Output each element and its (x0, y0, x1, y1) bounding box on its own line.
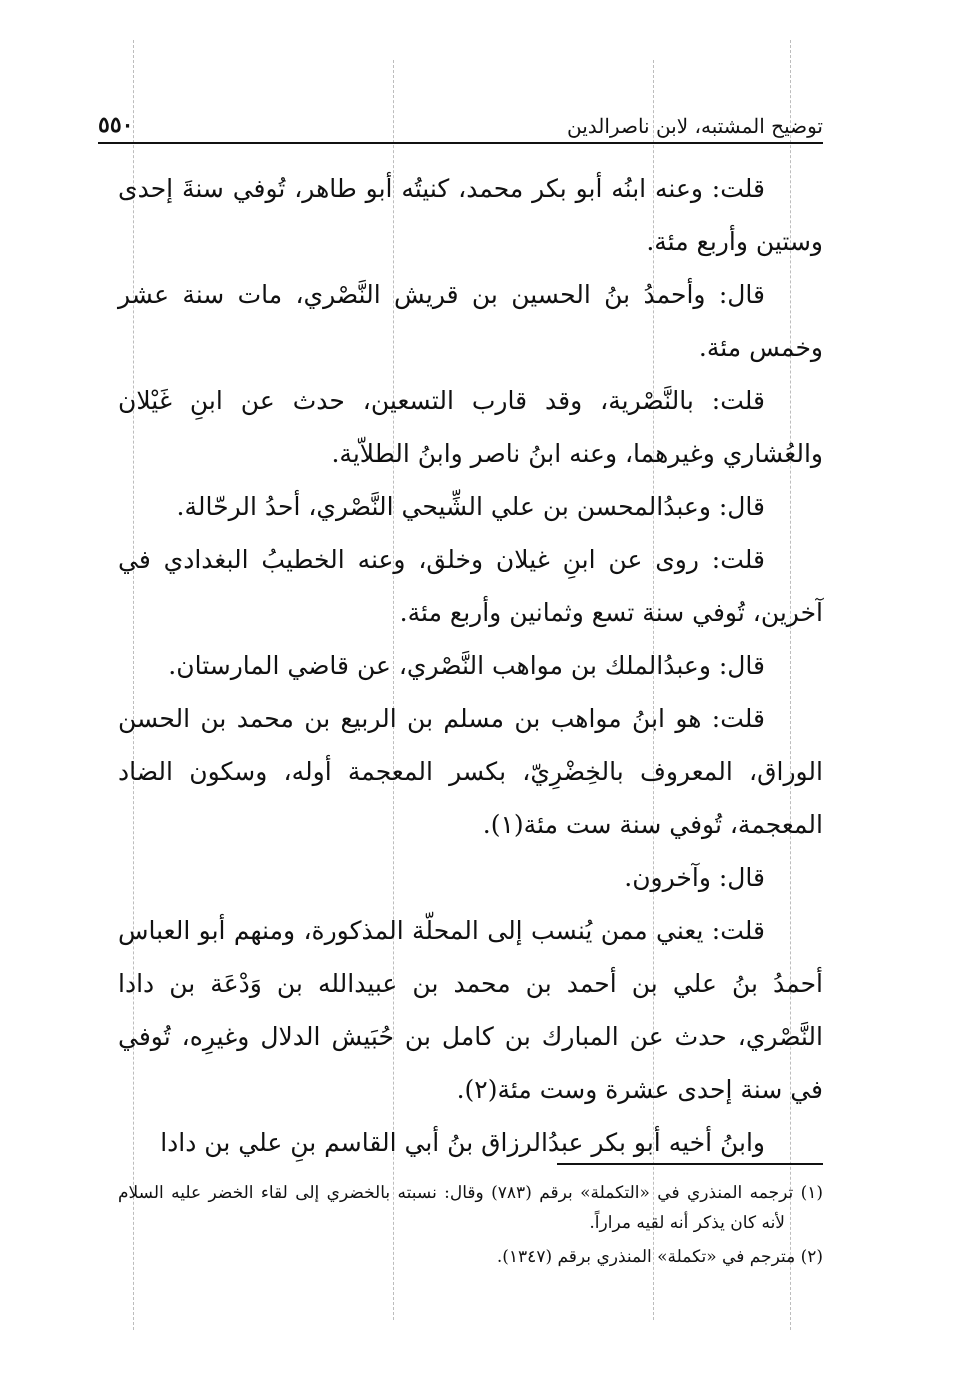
paragraph: قال: وآخرون. (624, 863, 765, 892)
paragraph: قلت: وعنه ابنُه أبو بكر محمد، كنيتُه أبو طاهر، تُوفي سنةَ إحدى وستين وأربع مئة. (118, 174, 823, 256)
paragraph: قال: وعبدُالملك بن مواهب النَّصْري، عن قاضي المارستان. (168, 651, 765, 680)
footnotes (118, 1178, 823, 1276)
footnote: (١) ترجمه المنذري في «التكملة» برقم (٧٨٣) وقال: نسبته بالخضري إلى لقاء الخضر عليه السلام لأنه كان يذكر أنه لقيه مراراً. (118, 1183, 823, 1233)
paragraph: قال: وعبدُالمحسن بن علي الشِّيحي النَّصْري، أحدُ الرحّالة. (176, 492, 765, 521)
paragraph: قلت: هو ابنُ مواهب بن مسلم بن الربيع بن محمد بن الحسن الوراق، المعروف بالخِضْرِيّ، بكسر المعجمة أوله، وسكون الضاد المعجمة، تُوفي سنة ست مئة(١). (118, 704, 823, 839)
paragraph: وابنُ أخيه أبو بكر عبدُالرزاق بنُ أبي القاسم بنِ علي بن دادا (160, 1128, 765, 1157)
paragraph: قلت: يعني ممن يُنسب إلى المحلّة المذكورة، ومنهم أبو العباس أحمدُ بنُ علي بن أحمد بن محمد بن عبيدالله بن وَدْعَة بن دادا النَّصْري، حدث عن المبارك بن كامل بن حُبَيش الدلال وغيرِه، تُوفي في سنة إحدى عشرة وست مئة(٢). (118, 916, 823, 1104)
paragraph: قال: وأحمدُ بنُ الحسين بن قريش النَّصْري، مات سنة عشر وخمس مئة. (118, 280, 823, 362)
running-title: توضيح المشتبه، لابن ناصرالدين (566, 114, 823, 138)
paragraph: قلت: بالنَّصْرية، وقد قارب التسعين، حدث عن ابنِ غَيْلان والعُشاري وغيرهما، وعنه ابنُ ناصر وابنُ الطلاّية. (118, 386, 823, 468)
page-number: ٥٥٠ (98, 112, 134, 138)
paragraph: قلت: روى عن ابنِ غيلان وخلق، وعنه الخطيبُ البغدادي في آخرين، تُوفي سنة تسع وثمانين وأربع مئة. (118, 545, 823, 627)
running-header (98, 108, 823, 144)
footnote-divider (557, 1163, 823, 1165)
main-text (118, 162, 823, 1169)
footnote: (٢) مترجم في «تكملة» المنذري برقم (١٣٤٧). (496, 1247, 823, 1267)
